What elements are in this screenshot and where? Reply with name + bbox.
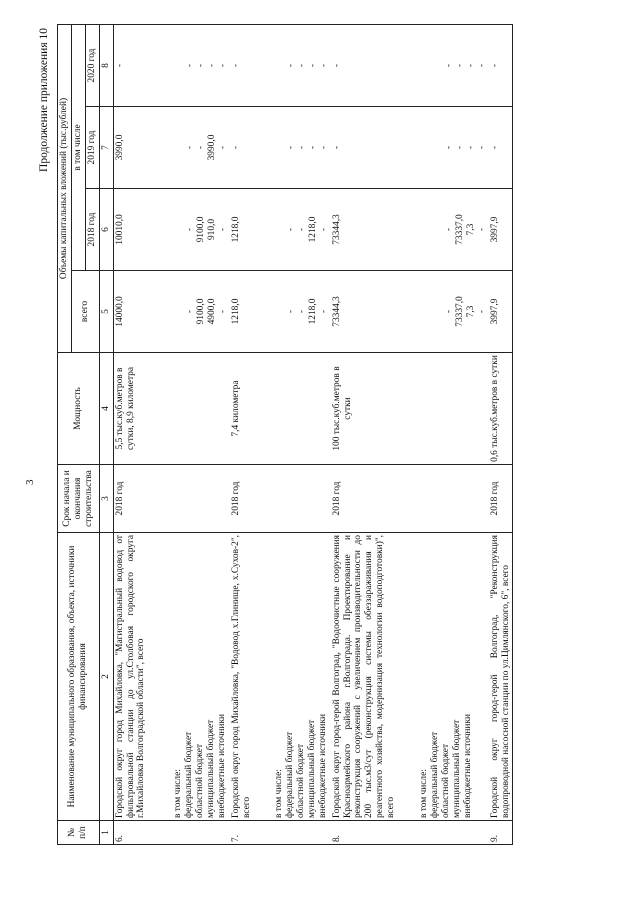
row-2020-cell <box>113 24 230 106</box>
value-2018: 73337,0 <box>454 214 465 245</box>
value-2020: - <box>331 63 342 68</box>
sub-label: в том числе: <box>173 769 184 818</box>
value-2019: - <box>307 145 318 150</box>
value-2020: - <box>184 63 195 68</box>
value-2018: 1218,0 <box>307 216 318 243</box>
value-2020: - <box>217 63 228 68</box>
row-number: 6. <box>113 821 230 845</box>
value-2019: 3990,0 <box>114 134 125 161</box>
column-number-row <box>99 24 113 844</box>
value-2019: - <box>318 145 329 150</box>
row-capacity: 5,5 тыс.куб.метров в сутки, 8,9 километра <box>113 353 230 465</box>
row-name-cell <box>113 533 230 821</box>
continuation-title: Продолжение приложения 10 <box>38 28 50 172</box>
value-2020: - <box>296 63 307 68</box>
table-row <box>489 24 513 844</box>
value-total: - <box>285 309 296 314</box>
value-2018: - <box>443 227 454 232</box>
value-2020: - <box>454 63 465 68</box>
row-2019-cell <box>230 107 331 189</box>
header-total: всего <box>71 271 99 353</box>
value-2018: 910,0 <box>206 218 217 241</box>
value-total: 3997,9 <box>489 271 513 353</box>
value-total: 14000,0 <box>114 296 125 327</box>
row-period: 2018 год <box>230 465 331 533</box>
header-year-2020: 2020 год <box>85 24 99 106</box>
header-capacity: Мощность <box>58 353 100 465</box>
value-2018: - <box>476 227 487 232</box>
header-incl: в том числе <box>71 24 85 270</box>
value-total: - <box>476 309 487 314</box>
table-row <box>331 24 489 844</box>
col-number: 1 <box>99 821 113 845</box>
value-total: - <box>217 309 228 314</box>
header-year-2019: 2019 год <box>85 107 99 189</box>
header-no: № п/п <box>58 821 100 845</box>
row-total-cell <box>331 271 489 353</box>
value-total: - <box>296 309 307 314</box>
value-2020: - <box>230 63 241 68</box>
col-number: 8 <box>99 24 113 106</box>
value-2019: - <box>217 145 228 150</box>
source-name: областной бюджет <box>195 743 206 818</box>
object-name: Городской округ город-герой Волгоград, "Водоочистные сооружения Красноармейского района г.Волгограда. Проектирование и реконструкция сооружений с увеличением производительности до 200 тыс.м3/сут (реконструкция системы обеззараживания и реагентного хозяйства, модернизация технологии водоподготовки)", всего <box>331 535 397 818</box>
value-2020: - <box>285 63 296 68</box>
col-number: 7 <box>99 107 113 189</box>
value-2020: - <box>318 63 329 68</box>
value-total: 4900,0 <box>206 298 217 325</box>
col-number: 3 <box>99 465 113 533</box>
object-name: Городской округ город-герой Волгоград, "Реконструкция водопроводной насосной станции по ул.Цимлянского, 6", всего <box>489 535 511 818</box>
row-total-cell <box>230 271 331 353</box>
value-2018: 3997,9 <box>489 189 513 271</box>
value-2018: 10010,0 <box>114 214 125 245</box>
source-name: муниципальный бюджет <box>452 719 463 818</box>
row-number: 9. <box>489 821 513 845</box>
value-2019: - <box>195 145 206 150</box>
row-number: 7. <box>230 821 331 845</box>
value-total: 1218,0 <box>307 298 318 325</box>
table-row <box>113 24 230 844</box>
row-name-cell <box>331 533 489 821</box>
source-name: внебюджетные источники <box>463 713 474 818</box>
value-2020: - <box>195 63 206 68</box>
source-name: муниципальный бюджет <box>206 719 217 818</box>
row-2018-cell <box>113 189 230 271</box>
row-2018-cell <box>230 189 331 271</box>
value-2018: 7,3 <box>465 223 476 236</box>
value-total: 1218,0 <box>230 298 241 325</box>
source-name: федеральный бюджет <box>184 731 195 818</box>
row-name-cell <box>230 533 331 821</box>
value-2020: - <box>465 63 476 68</box>
row-name-cell <box>489 533 513 821</box>
row-2020-cell <box>230 24 331 106</box>
value-2019: - <box>296 145 307 150</box>
header-volume: Объемы капитальных вложений (тыс.рублей) <box>58 24 72 352</box>
value-2019: 3990,0 <box>206 134 217 161</box>
value-2018: 73344,3 <box>331 214 342 245</box>
header-year-2018: 2018 год <box>85 189 99 271</box>
value-2018: 1218,0 <box>230 216 241 243</box>
row-2018-cell <box>331 189 489 271</box>
value-2019: - <box>443 145 454 150</box>
col-number: 6 <box>99 189 113 271</box>
source-name: областной бюджет <box>296 743 307 818</box>
row-2020-cell <box>331 24 489 106</box>
row-2019-cell <box>113 107 230 189</box>
value-2019: - <box>230 145 241 150</box>
source-name: внебюджетные источники <box>217 713 228 818</box>
value-2019: - <box>285 145 296 150</box>
row-capacity: 0,6 тыс.куб.метров в сутки <box>489 353 513 465</box>
value-2018: 9100,0 <box>195 216 206 243</box>
row-total-cell <box>113 271 230 353</box>
page-number: 3 <box>24 479 36 485</box>
value-2019: - <box>489 107 513 189</box>
col-number: 4 <box>99 353 113 465</box>
object-name: Городской округ город Михайловка, "Магистральный водовод от фильтровальной станции до ул.Столбовая городского округа г.Михайловка Волгоградской области", всего <box>114 535 147 818</box>
row-capacity: 100 тыс.куб.метров в сутки <box>331 353 489 465</box>
source-name: федеральный бюджет <box>430 731 441 818</box>
source-name: областной бюджет <box>441 743 452 818</box>
value-2018: - <box>318 227 329 232</box>
value-total: 9100,0 <box>195 298 206 325</box>
header-name: Наименование муниципального образования, объекта, источники финансирования <box>58 533 100 821</box>
value-total: - <box>184 309 195 314</box>
value-2018: - <box>184 227 195 232</box>
row-period: 2018 год <box>113 465 230 533</box>
source-name: муниципальный бюджет <box>307 719 318 818</box>
row-period: 2018 год <box>489 465 513 533</box>
source-name: внебюджетные источники <box>318 713 329 818</box>
table-row <box>230 24 331 844</box>
row-capacity: 7,4 километра <box>230 353 331 465</box>
value-2019: - <box>184 145 195 150</box>
value-total: 7,3 <box>465 305 476 318</box>
value-2020: - <box>206 63 217 68</box>
value-2020: - <box>443 63 454 68</box>
header-period: Срок начала и окончания строительства <box>58 465 100 533</box>
value-2018: - <box>217 227 228 232</box>
value-total: 73344,3 <box>331 296 342 327</box>
value-2019: - <box>454 145 465 150</box>
value-2020: - <box>476 63 487 68</box>
sub-label: в том числе: <box>274 769 285 818</box>
value-2019: - <box>476 145 487 150</box>
value-total: - <box>443 309 454 314</box>
col-number: 2 <box>99 533 113 821</box>
value-total: 73337,0 <box>454 296 465 327</box>
col-number: 5 <box>99 271 113 353</box>
value-2018: - <box>285 227 296 232</box>
row-2019-cell <box>331 107 489 189</box>
object-name: Городской округ город Михайловка, "Водовод х.Глинище, х.Сухов-2", всего <box>230 535 252 818</box>
value-2019: - <box>331 145 342 150</box>
capital-investment-table <box>57 24 513 845</box>
value-2019: - <box>465 145 476 150</box>
value-2020: - <box>114 63 125 68</box>
row-period: 2018 год <box>331 465 489 533</box>
value-2018: - <box>296 227 307 232</box>
value-2020: - <box>307 63 318 68</box>
sub-label: в том числе: <box>419 769 430 818</box>
value-total: - <box>318 309 329 314</box>
row-number: 8. <box>331 821 489 845</box>
value-2020: - <box>489 24 513 106</box>
source-name: федеральный бюджет <box>285 731 296 818</box>
